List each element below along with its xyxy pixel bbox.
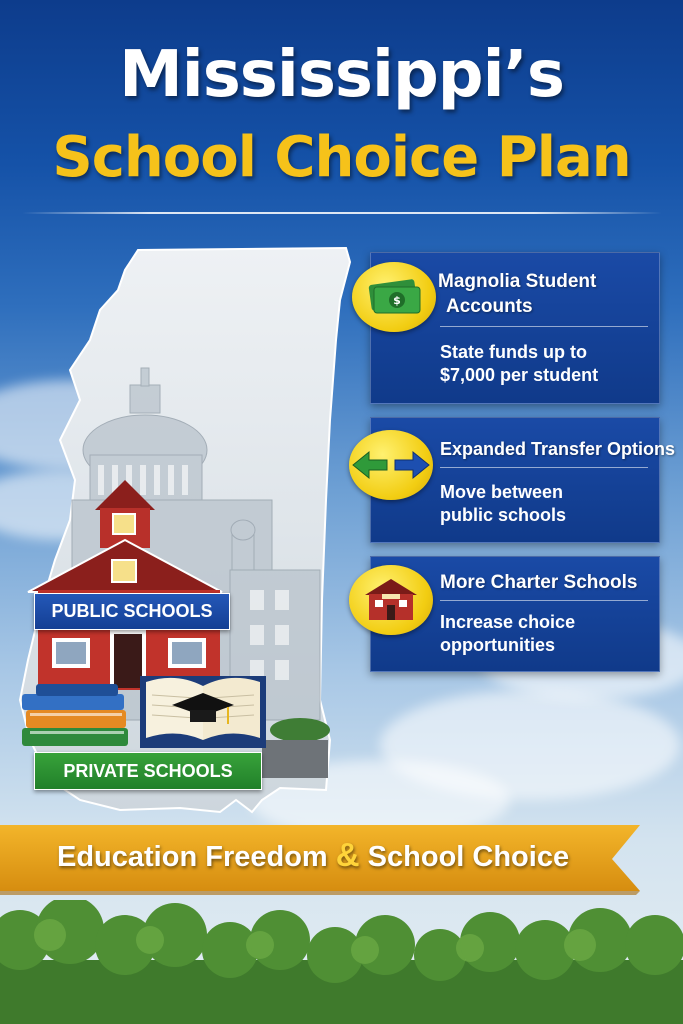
banner-text-part2: School Choice (367, 841, 570, 873)
card2-text-line1: Move between (440, 482, 564, 502)
money-icon (352, 262, 436, 332)
card1-title-line1: Magnolia Student (438, 271, 597, 292)
card2-divider (440, 467, 648, 468)
page-title-line1: Mississippi’s (119, 38, 564, 112)
page-title-line2: School Choice Plan (52, 125, 631, 190)
card3-divider (440, 600, 648, 601)
card2-text-line2: public schools (440, 505, 567, 525)
money-badge (352, 262, 436, 332)
card1-text-line1: State funds up to (440, 342, 587, 362)
school-building-icon (349, 565, 433, 635)
card3-text-line1: Increase choice (440, 612, 576, 632)
transfer-arrows-icon (349, 430, 433, 500)
private-schools-label: PRIVATE SCHOOLS (34, 752, 262, 790)
card1-text-line2: $7,000 per student (440, 365, 599, 385)
card2-title: Expanded Transfer Options (440, 439, 676, 459)
banner-text-part1: Education Freedom (57, 841, 328, 873)
banner-ampersand: & (335, 836, 360, 873)
svg-text:$: $ (393, 294, 401, 307)
road (262, 740, 328, 778)
book-stack-icon (22, 684, 128, 746)
card3-text-line2: opportunities (440, 635, 555, 655)
shrub (270, 718, 330, 742)
card1-title-line2: Accounts (446, 296, 533, 317)
public-schools-label: PUBLIC SCHOOLS (34, 593, 230, 630)
treeline (0, 900, 683, 1024)
card3-title: More Charter Schools (440, 572, 638, 593)
card1-divider (440, 326, 648, 327)
banner-text (57, 836, 569, 874)
open-book-icon (140, 676, 266, 748)
transfer-badge (349, 430, 433, 500)
charter-badge (349, 565, 433, 635)
